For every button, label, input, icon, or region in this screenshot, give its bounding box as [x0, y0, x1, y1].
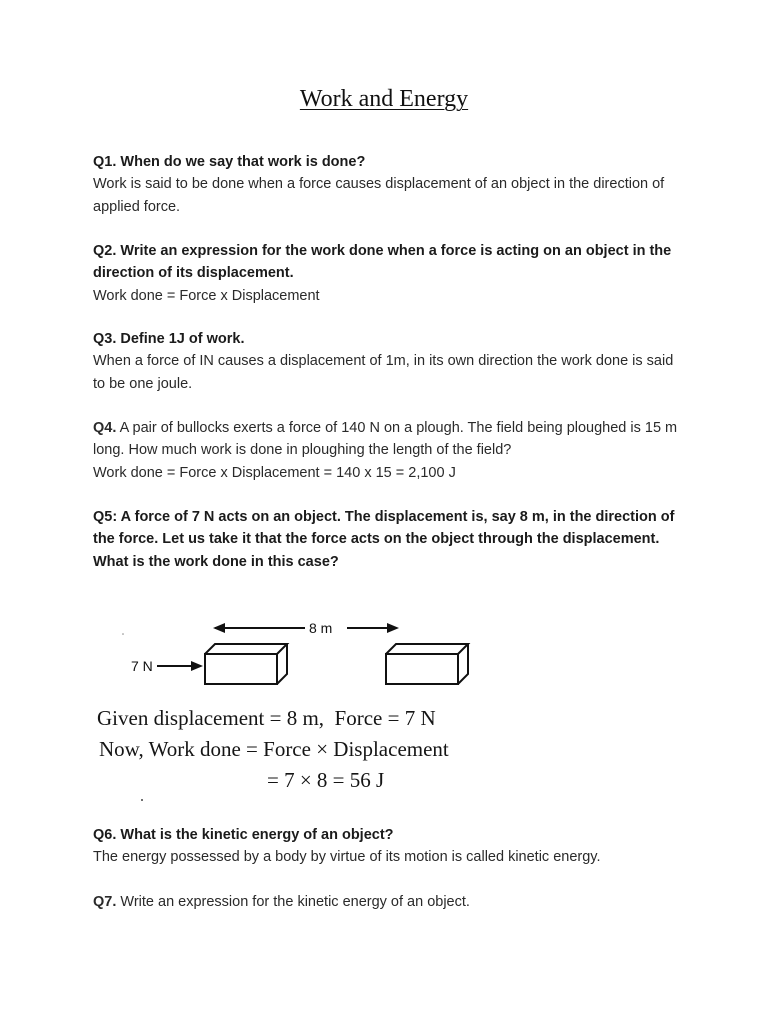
question-q6: Q6. What is the kinetic energy of an object?: [93, 827, 394, 843]
answer-q2: Work done = Force x Displacement: [93, 287, 320, 304]
question-q7: [93, 891, 683, 913]
qa-block-q1: [93, 151, 683, 218]
answer-q3: When a force of IN causes a displacement of 1m, in its own direction the work done is said to be one joule.: [93, 353, 674, 392]
formula-line: Now, Work done = Force × Displacement: [99, 737, 449, 761]
result-line: = 7 × 8 = 56 J: [267, 768, 385, 792]
qa-block-q3: [93, 328, 683, 395]
answer-q6: The energy possessed by a body by virtue of its motion is called kinetic energy.: [93, 849, 601, 866]
qa-block-q2: [93, 240, 683, 307]
distance-label: 8 m: [309, 620, 333, 636]
question-q2: Q2. Write an expression for the work done when a force is acting on an object in the direction of its displacement.: [93, 243, 672, 282]
question-q4-label: Q4.: [93, 420, 117, 436]
question-q5: Q5: A force of 7 N acts on an object. The displacement is, say 8 m, in the direction of the force. Let us take it that the force acts on the object through the displacement. What is the work done in this case?: [93, 509, 675, 570]
question-q7-text: Write an expression for the kinetic energy of an object.: [116, 894, 470, 910]
qa-block-q5: [93, 506, 683, 573]
question-q7-label: Q7.: [93, 894, 117, 910]
given-line: Given displacement = 8 m, Force = 7 N: [97, 706, 436, 730]
work-diagram: [95, 610, 515, 810]
qa-block-q6: [93, 824, 683, 869]
force-arrow: [131, 658, 203, 674]
question-q4-text: A pair of bullocks exerts a force of 140 N on a plough. The field being ploughed is 15 m long. How much work is done in ploughing the length of the field?: [93, 420, 678, 459]
question-q4: [93, 417, 683, 462]
displacement-arrow: [213, 620, 399, 636]
qa-block-q7: [93, 891, 683, 913]
answer-q4: Work done = Force x Displacement = 140 x 15 = 2,100 J: [93, 464, 456, 481]
page-title: Work and Energy: [299, 86, 469, 112]
block-final: [386, 644, 468, 684]
qa-block-q4: [93, 417, 683, 484]
question-q1: Q1. When do we say that work is done?: [93, 154, 366, 170]
answer-q1: Work is said to be done when a force causes displacement of an object in the direction of applied force.: [93, 176, 665, 215]
question-q3: Q3. Define 1J of work.: [93, 331, 245, 347]
force-label: 7 N: [131, 658, 153, 674]
block-initial: [205, 644, 287, 684]
